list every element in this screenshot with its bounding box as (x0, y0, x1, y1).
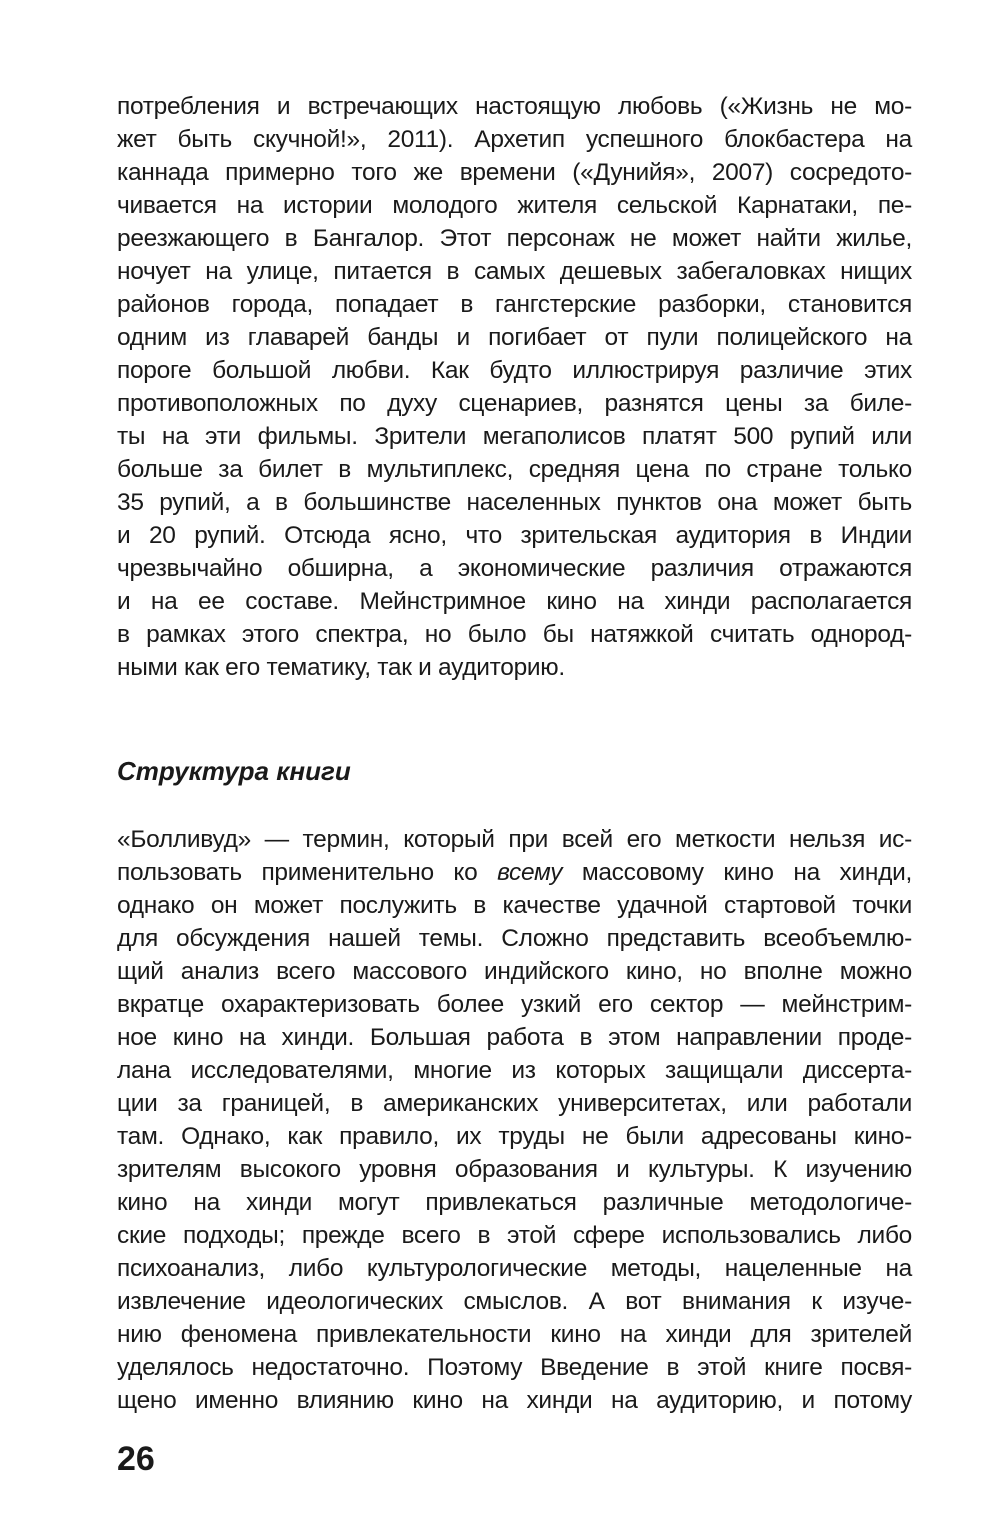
text-line: ские подходы; прежде всего в этой сфере использовались либо (117, 1222, 912, 1249)
text-line: ными как его тематику, так и аудиторию. (117, 654, 565, 681)
text-line: ции за границей, в американских университетах, или работали (117, 1090, 912, 1117)
text-line: щено именно влиянию кино на хинди на аудиторию, и потому (117, 1387, 912, 1414)
text-line: реезжающего в Бангалор. Этот персонаж не может найти жилье, (117, 225, 912, 252)
text-line: чивается на истории молодого жителя сельской Карнатаки, пе- (117, 192, 912, 219)
text-line: зрителям высокого уровня образования и культуры. К изучению (117, 1156, 912, 1183)
text-line: там. Однако, как правило, их труды не были адресованы кино- (117, 1123, 912, 1150)
text-span: массовому кино на хинди, (562, 859, 912, 886)
emphasis: всему (497, 859, 563, 886)
text-line: щий анализ всего массового индийского кино, но вполне можно (117, 958, 912, 985)
text-line: вкратце охарактеризовать более узкий его сектор — мейнстрим- (117, 991, 912, 1018)
text-line: потребления и встречающих настоящую любовь («Жизнь не мо- (117, 93, 912, 120)
section-heading: Структура книги (117, 756, 351, 786)
text-line: для обсуждения нашей темы. Сложно представить всеобъемлю- (117, 925, 912, 952)
text-line: больше за билет в мультиплекс, средняя цена по стране только (117, 456, 912, 483)
paragraph-2 (117, 823, 912, 1417)
text-line: и 20 рупий. Отсюда ясно, что зрительская аудитория в Индии (117, 522, 912, 549)
text-line: кино на хинди могут привлекаться различные методологиче- (117, 1189, 912, 1216)
text-line: уделялось недостаточно. Поэтому Введение в этой книге посвя- (117, 1354, 912, 1381)
paragraph-1 (117, 90, 912, 684)
text-line: одним из главарей банды и погибает от пули полицейского на (117, 324, 912, 351)
text-line: в рамках этого спектра, но было бы натяжкой считать однород- (117, 621, 912, 648)
text-line: психоанализ, либо культурологические методы, нацеленные на (117, 1255, 912, 1282)
text-line: нию феномена привлекательности кино на хинди для зрителей (117, 1321, 912, 1348)
text-line: ты на эти фильмы. Зрители мегаполисов платят 500 рупий или (117, 423, 912, 450)
text-line: лана исследователями, многие из которых защищали диссерта- (117, 1057, 912, 1084)
text-line (117, 856, 912, 889)
text-line: ночует на улице, питается в самых дешевых забегаловках нищих (117, 258, 912, 285)
text-line: жет быть скучной!», 2011). Архетип успешного блокбастера на (117, 126, 912, 153)
text-line: каннада примерно того же времени («Дунийя», 2007) сосредото- (117, 159, 912, 186)
text-line: пороге большой любви. Как будто иллюстрируя различие этих (117, 357, 912, 384)
text-line: ное кино на хинди. Большая работа в этом направлении проде- (117, 1024, 912, 1051)
text-line: извлечение идеологических смыслов. А вот внимания к изуче- (117, 1288, 912, 1315)
text-line: «Болливуд» — термин, который при всей его меткости нельзя ис- (117, 826, 912, 853)
text-line: и на ее составе. Мейнстримное кино на хинди располагается (117, 588, 912, 615)
text-line: противоположных по духу сценариев, разнятся цены за биле- (117, 390, 912, 417)
page-number: 26 (117, 1440, 155, 1478)
text-line: чрезвычайно обширна, а экономические различия отражаются (117, 555, 912, 582)
text-span: пользовать применительно ко (117, 859, 498, 886)
text-line: районов города, попадает в гангстерские разборки, становится (117, 291, 912, 318)
text-line: 35 рупий, а в большинстве населенных пунктов она может быть (117, 489, 912, 516)
text-line: однако он может послужить в качестве удачной стартовой точки (117, 892, 912, 919)
